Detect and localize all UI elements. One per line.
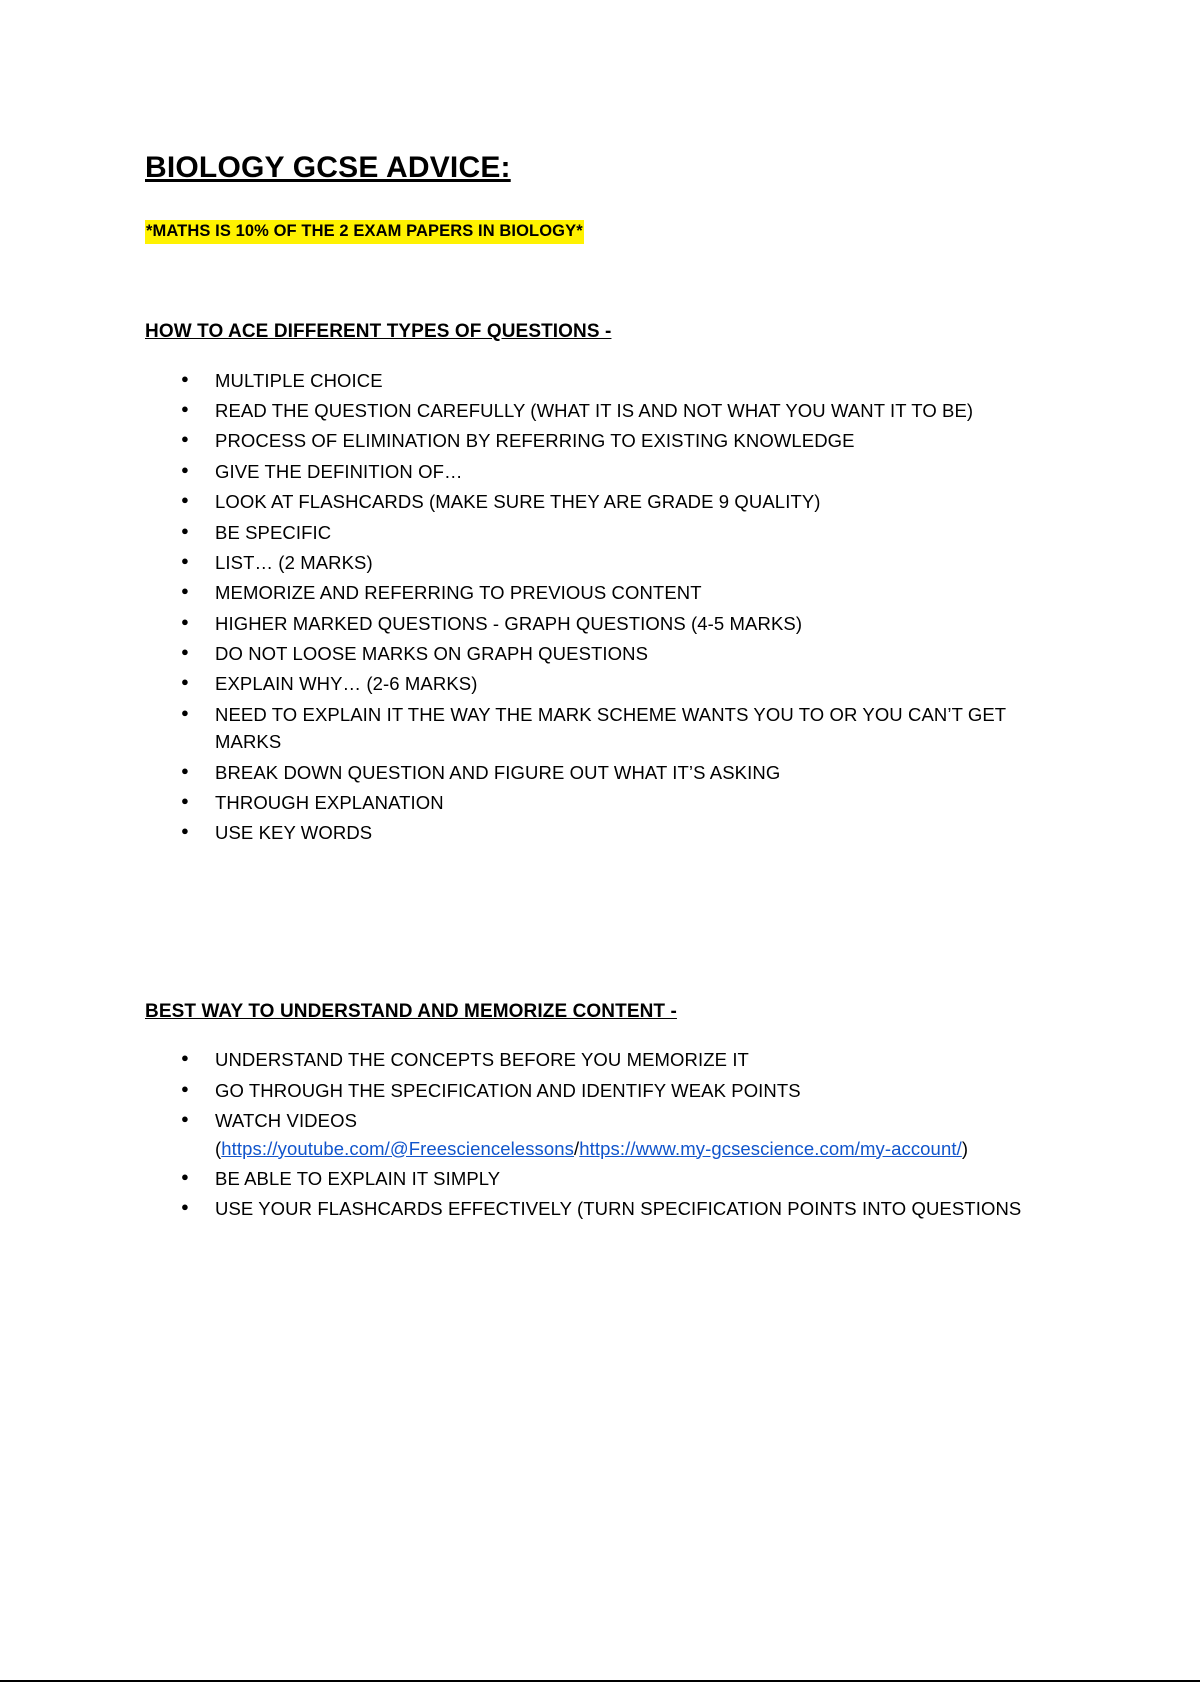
list-item: ● HIGHER MARKED QUESTIONS - GRAPH QUESTIONS (4-5 MARKS) (181, 610, 1075, 637)
list-item: ● USE YOUR FLASHCARDS EFFECTIVELY (TURN SPECIFICATION POINTS INTO QUESTIONS (181, 1195, 1075, 1222)
list-item-videos (181, 1107, 1075, 1162)
list-item: ● READ THE QUESTION CAREFULLY (WHAT IT IS AND NOT WHAT YOU WANT IT TO BE) (181, 397, 1075, 424)
list-item: ● USE KEY WORDS (181, 819, 1075, 846)
highlight-note-wrapper (145, 220, 1075, 254)
spacer (145, 254, 1075, 320)
footer-divider (0, 1680, 1200, 1682)
list-item: ● THROUGH EXPLANATION (181, 789, 1075, 816)
list-item: ● LIST… (2 MARKS) (181, 549, 1075, 576)
bullet-list-memorize (145, 1046, 1075, 1222)
section-heading-memorize: BEST WAY TO UNDERSTAND AND MEMORIZE CONTENT - (145, 1000, 677, 1022)
list-item: ● MEMORIZE AND REFERRING TO PREVIOUS CONTENT (181, 579, 1075, 606)
spacer (145, 850, 1075, 1000)
section-heading-questions: HOW TO ACE DIFFERENT TYPES OF QUESTIONS - (145, 321, 612, 342)
open-paren: ( (215, 1137, 222, 1159)
list-item: ● BREAK DOWN QUESTION AND FIGURE OUT WHAT IT’S ASKING (181, 759, 1075, 786)
close-paren: ) (961, 1137, 969, 1159)
list-item: ● GO THROUGH THE SPECIFICATION AND IDENTIFY WEAK POINTS (181, 1077, 1075, 1104)
list-item: ● LOOK AT FLASHCARDS (MAKE SURE THEY ARE GRADE 9 QUALITY) (181, 488, 1075, 515)
list-item: ● MULTIPLE CHOICE (181, 367, 1075, 394)
list-item: ● BE ABLE TO EXPLAIN IT SIMPLY (181, 1165, 1075, 1192)
video-bullet-text: WATCH VIDEOS (215, 1110, 358, 1132)
document-body (145, 150, 1075, 1226)
list-item: ● EXPLAIN WHY… (2-6 MARKS) (181, 670, 1075, 697)
list-item: ● NEED TO EXPLAIN IT THE WAY THE MARK SCHEME WANTS YOU TO OR YOU CAN’T GET MARKS (181, 701, 1075, 756)
link-freesciencelessons[interactable]: https://youtube.com/@Freesciencelessons (221, 1137, 575, 1159)
list-item: ● GIVE THE DEFINITION OF… (181, 458, 1075, 485)
page-title: BIOLOGY GCSE ADVICE: (145, 151, 511, 184)
highlight-note: *MATHS IS 10% OF THE 2 EXAM PAPERS IN BIOLOGY* (145, 220, 584, 244)
link-my-gcsescience[interactable]: https://www.my-gcsescience.com/my-account/ (579, 1137, 962, 1159)
list-item: ● PROCESS OF ELIMINATION BY REFERRING TO EXISTING KNOWLEDGE (181, 427, 1075, 454)
link-separator: / (574, 1137, 580, 1159)
list-item: ● DO NOT LOOSE MARKS ON GRAPH QUESTIONS (181, 640, 1075, 667)
bullet-list-questions (145, 367, 1075, 847)
list-item: ● UNDERSTAND THE CONCEPTS BEFORE YOU MEMORIZE IT (181, 1046, 1075, 1073)
list-item: ● BE SPECIFIC (181, 519, 1075, 546)
